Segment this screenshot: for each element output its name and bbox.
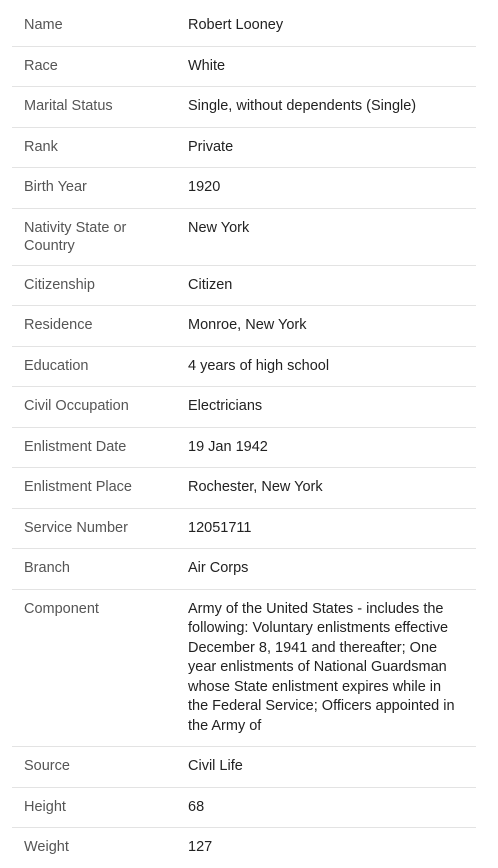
table-row-branch xyxy=(12,549,476,590)
field-value: Electricians xyxy=(188,398,263,414)
field-label: Branch xyxy=(24,560,70,576)
field-value: 127 xyxy=(188,839,213,855)
table-row-civil-occupation xyxy=(12,387,476,428)
field-value: Air Corps xyxy=(188,560,249,576)
field-label: Rank xyxy=(24,138,58,155)
field-label: Nativity State or Country xyxy=(24,219,127,254)
field-value: Robert Looney xyxy=(188,17,284,33)
table-row-component xyxy=(12,590,476,748)
field-label: Race xyxy=(24,57,58,74)
field-value: 68 xyxy=(188,798,205,815)
table-row-source xyxy=(12,747,476,788)
field-label: Height xyxy=(24,798,66,815)
table-row-enlistment-place xyxy=(12,468,476,509)
field-label: Weight xyxy=(24,839,69,855)
field-label: Enlistment Date xyxy=(24,438,127,455)
table-row-enlistment-date xyxy=(12,428,476,469)
field-value: 4 years of high school xyxy=(188,357,330,374)
field-value: Monroe, New York xyxy=(188,317,307,333)
table-row-residence xyxy=(12,306,476,347)
table-row-education xyxy=(12,347,476,388)
field-value: 1920 xyxy=(188,179,221,195)
field-label: Citizenship xyxy=(24,276,95,293)
field-label: Component xyxy=(24,600,99,617)
table-row-birth-year xyxy=(12,168,476,209)
field-value: 12051711 xyxy=(188,519,252,536)
table-row-weight xyxy=(12,828,476,868)
field-value: Single, without dependents (Single) xyxy=(188,98,417,114)
field-label: Birth Year xyxy=(24,179,87,195)
field-value: Rochester, New York xyxy=(188,479,323,495)
field-value: White xyxy=(188,57,226,74)
table-row-name xyxy=(12,6,476,47)
table-row-rank xyxy=(12,128,476,169)
field-label: Residence xyxy=(24,317,93,333)
field-label: Name xyxy=(24,17,63,33)
field-label: Education xyxy=(24,357,89,374)
table-row-service-number xyxy=(12,509,476,550)
field-label: Marital Status xyxy=(24,98,113,114)
field-label: Enlistment Place xyxy=(24,479,132,495)
field-value: Army of the United States - includes the following: Voluntary enlistments effective December 8, 1941 and thereafter; One year enlistments of National Guardsman whose State enlistment expires while in the Federal Service; Officers appointed in the Army of xyxy=(188,600,455,734)
table-row-citizenship xyxy=(12,266,476,307)
field-value: Civil Life xyxy=(188,758,243,774)
field-label: Civil Occupation xyxy=(24,398,129,414)
record-details-table xyxy=(12,6,476,868)
field-value: Private xyxy=(188,138,234,155)
field-value: 19 Jan 1942 xyxy=(188,438,268,455)
field-value: Citizen xyxy=(188,276,233,293)
field-label: Source xyxy=(24,758,70,774)
table-row-nativity xyxy=(12,209,476,266)
table-row-height xyxy=(12,788,476,829)
table-row-marital-status xyxy=(12,87,476,128)
field-value: New York xyxy=(188,219,250,236)
table-row-race xyxy=(12,47,476,88)
field-label: Service Number xyxy=(24,519,128,536)
